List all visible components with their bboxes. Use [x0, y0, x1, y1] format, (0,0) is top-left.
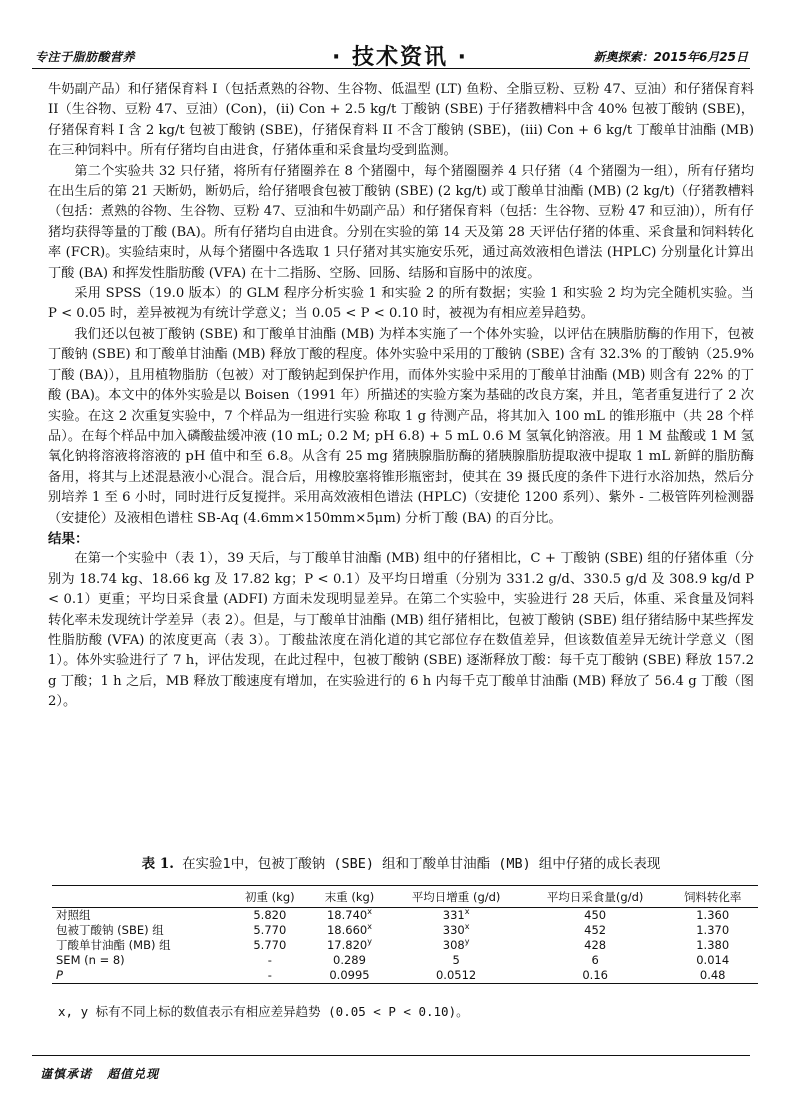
table-row — [52, 968, 758, 984]
paragraph-1: 牛奶副产品）和仔猪保育料 I（包括煮熟的谷物、生谷物、低温型 (LT) 鱼粉、全脂豆粉、豆粉 47、豆油）和仔猪保育料 II（生谷物、豆粉 47、豆油）(Con)，(ii) Con + 2.5 kg/t 丁酸钠 (SBE) 于仔猪教槽料中含 40% 包被丁酸钠 (SBE)，仔猪保育料 I 含 2 kg/t 包被丁酸钠 (SBE)，仔猪保育料 II 不含丁酸钠 (SBE)，(iii) Con + 6 kg/t 丁酸单甘油酯 (MB) 在三种饲料中。所有仔猪均自由进食，仔猪体重和采食量均受到监测。 — [48, 82, 754, 159]
paragraph-3: 采用 SPSS（19.0 版本）的 GLM 程序分析实验 1 和实验 2 的所有数据；实验 1 和实验 2 均为完全随机实验。当 P < 0.05 时，差异被视为有统计学意义；当 0.05 < P < 0.10 时，被视为有相应差异趋势。 — [48, 286, 754, 322]
article-body — [48, 80, 754, 713]
table-label: 表 1. — [141, 856, 174, 872]
cell-fcr: 1.370 — [696, 923, 730, 937]
cell-fcr: 1.380 — [696, 938, 730, 952]
table-header-cell: 饲料转化率 — [667, 886, 758, 908]
row-label: 丁酸单甘油酯 (MB) 组 — [56, 938, 171, 952]
footer-slogan: 谨慎承诺 超值兑现 — [40, 1067, 160, 1081]
header-date: 新奥探索：2015年6月25日 — [593, 50, 748, 64]
row-label: 包被丁酸钠 (SBE) 组 — [56, 923, 164, 937]
cell-adg: 331$^x$ — [442, 907, 470, 922]
table-header-cell: 平均日采食量(g/d) — [523, 886, 667, 908]
cell-adfi: 0.16 — [523, 968, 667, 984]
cell-initial-weight: 5.770 — [253, 938, 287, 952]
cell-initial-weight: - — [230, 968, 310, 984]
table-caption-text: 在实验1中，包被丁酸钠 (SBE) 组和丁酸单甘油酯 (MB) 组中仔猪的成长表现 — [182, 856, 661, 872]
table-header-row — [52, 886, 758, 908]
header-divider — [32, 68, 750, 69]
paragraph-5: 在第一个实验中（表 1），39 天后，与丁酸单甘油酯 (MB) 组中的仔猪相比，C + 丁酸钠 (SBE) 组的仔猪体重（分别为 18.74 kg、18.66 kg 及 17.82 kg；P < 0.1）及平均日增重（分别为 331.2 g/d、330.5 g/d 及 308.9 kg/d P < 0.1）更重；平均日采食量 (ADFI) 方面未发现明显差异。在第二个实验中，实验进行 28 天后，体重、采食量及饲料转化率未发现统计学差异（表 2）。但是，与丁酸单甘油酯 (MB) 组仔猪相比，包被丁酸钠 (SBE) 组仔猪结肠中某些挥发性脂肪酸 (VFA) 的浓度更高（表 3）。丁酸盐浓度在消化道的其它部位存在数值差异，但该数值差异无统计学意义（图 1）。体外实验进行了 7 h，评估发现，在此过程中，包被丁酸钠 (SBE) 逐渐释放丁酸：每千克丁酸钠 (SBE) 释放 157.2 g 丁酸；1 h 之后，MB 释放丁酸速度有增加，在实验进行的 6 h 内每千克丁酸单甘油酯 (MB) 释放了 56.4 g 丁酸（图 2）。 — [48, 551, 754, 710]
cell-adg: 308$^y$ — [442, 937, 470, 952]
cell-fcr: 0.014 — [696, 953, 730, 967]
cell-fcr: 0.48 — [667, 968, 758, 984]
cell-final-weight: 18.740$^x$ — [326, 907, 372, 922]
table-row — [52, 908, 758, 924]
cell-final-weight: 0.289 — [333, 953, 366, 967]
footer-divider — [32, 1055, 750, 1056]
cell-adg: 330$^x$ — [442, 922, 470, 937]
paragraph-2: 第二个实验共 32 只仔猪，将所有仔猪圈养在 8 个猪圈中，每个猪圈圈养 4 只仔猪（4 个猪圈为一组），所有仔猪均在出生后的第 21 天断奶，断奶后，给仔猪喂食包被丁酸钠 (SBE) (2 kg/t) 或丁酸单甘油酯 (MB) (2 kg/t)（仔猪教槽料（包括：煮熟的谷物、生谷物、豆粉 47、豆油和牛奶副产品）和仔猪保育料（包括：生谷物、豆粉 47 和豆油)），所有仔猪均获得等量的丁酸 (BA)。所有仔猪均自由进食。分别在实验的第 14 天及第 28 天评估仔猪的体重、采食量和饲料转化率 (FCR)。实验结束时，从每个猪圈中各选取 1 只仔猪对其实施安乐死，通过高效液相色谱法 (HPLC) 分别量化计算出丁酸 (BA) 和挥发性脂肪酸 (VFA) 在十二指肠、空肠、回肠、结肠和盲肠中的浓度。 — [48, 163, 754, 281]
cell-final-weight: 0.0995 — [310, 968, 390, 984]
table-caption — [48, 852, 754, 872]
table-footnote: x, y 标有不同上标的数值表示有相应差异趋势 (0.05 < P < 0.10)。 — [58, 1004, 469, 1019]
results-heading: 结果： — [48, 530, 89, 547]
cell-adfi: 6 — [591, 953, 599, 967]
cell-adg: 5 — [452, 953, 460, 967]
table-header-cell: 末重 (kg) — [310, 886, 390, 908]
paragraph-4: 我们还以包被丁酸钠 (SBE) 和丁酸单甘油酯 (MB) 为样本实施了一个体外实验，以评估在胰脂肪酶的作用下，包被丁酸钠 (SBE) 和丁酸单甘油酯 (MB) 释放丁酸的程度。体外实验中采用的丁酸钠 (SBE) 含有 32.3% 的丁酸钠（25.9% 丁酸 (BA)），且用植物脂肪（包被）对丁酸钠起到保护作用，而体外实验中采用的丁酸单甘油酯 (MB) 则含有 22% 的丁酸 (BA)。本文中的体外实验是以 Boisen（1991 年）所描述的实验方案为基础的改良方案，并且，笔者重复进行了 2 次实验。在这 2 次重复实验中，7 个样品为一组进行实验 称取 1 g 待测产品，将其加入 100 mL 的锥形瓶中（共 28 个样品）。在每个样品中加入磷酸盐缓冲液 (10 mL; 0.2 M; pH 6.8) + 5 mL 0.6 M 氢氧化钠溶液。用 1 M 盐酸或 1 M 氢氧化钠将溶液将溶液的 pH 值中和至 6.8。从含有 25 mg 猪胰腺脂肪酶的猪胰腺脂肪提取液中提取 1 mL 新鲜的脂肪酶备用，将其与上述混悬液小心混合。混合后，用橡胶塞将锥形瓶密封，使其在 39 摄氏度的条件下进行水浴加热，然后分别培养 1 至 6 小时，同时进行反复搅拌。采用高效液相色谱法 (HPLC)（安捷伦 1200 系列）、紫外 - 二极管阵列检测器（安捷伦）及液相色谱柱 SB-Aq (4.6mm×150mm×5μm) 分析丁酸 (BA) 的百分比。 — [48, 326, 754, 526]
table-row — [52, 923, 758, 938]
cell-fcr: 1.360 — [696, 908, 730, 922]
table-row — [52, 938, 758, 953]
row-label: SEM (n = 8) — [56, 953, 125, 967]
table-header-cell: 平均日增重 (g/d) — [389, 886, 523, 908]
cell-initial-weight: - — [267, 953, 272, 967]
growth-performance-table — [52, 885, 758, 984]
page-header — [0, 0, 800, 70]
cell-initial-weight: 5.770 — [253, 923, 287, 937]
cell-adg: 0.0512 — [389, 968, 523, 984]
table-header-cell — [52, 886, 230, 908]
row-label: P — [52, 968, 230, 984]
cell-adfi: 450 — [584, 908, 607, 922]
header-tagline: 专注于脂肪酸营养 — [35, 50, 136, 64]
cell-final-weight: 18.660$^x$ — [326, 922, 372, 937]
table-header-cell: 初重 (kg) — [230, 886, 310, 908]
cell-adfi: 428 — [584, 938, 607, 952]
row-label: 对照组 — [56, 908, 91, 922]
cell-adfi: 452 — [584, 923, 607, 937]
cell-initial-weight: 5.820 — [253, 908, 287, 922]
header-section-title: · 技术资讯 · — [331, 45, 469, 70]
cell-final-weight: 17.820$^y$ — [326, 937, 372, 952]
table-row — [52, 953, 758, 968]
